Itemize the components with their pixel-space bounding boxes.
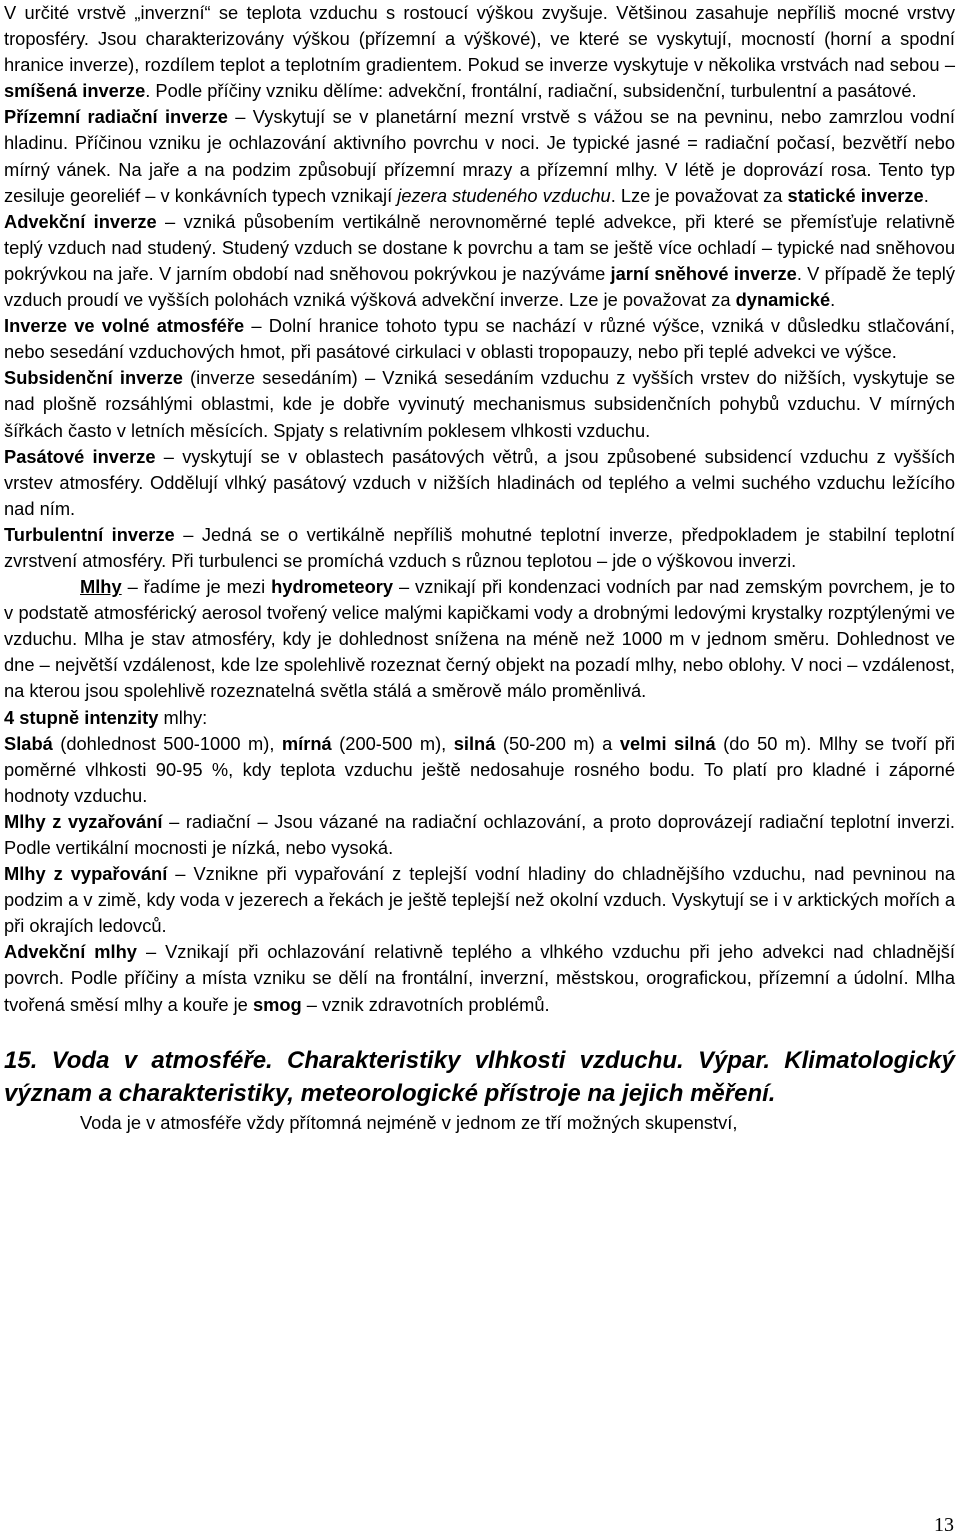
paragraph-advection-fog: Advekční mlhy – Vznikají při ochlazování relativně teplého a vlhkého vzduchu při jeho advekci nad chladnější povrch. Podle příčiny a místa vzniku se dělí na frontální, inverzní, městskou, orografickou, přízemní a údolní. Mlha tvořená směsí mlhy a kouře je smog – vznik zdravotních problémů. [4,941,955,1015]
paragraph-inversion-intro: V určité vrstvě „inverzní“ se teplota vzduchu s rostoucí výškou zvyšuje. Většinou zasahuje nepříliš mocné vrstvy troposféry. Jsou charakterizovány výškou (přízemní a výškové), ve které se vyskytují, mocností (horní a spodní hranice inverze), rozdílem teplot a teplotním gradientem. Pokud se inverze vyskytuje v několika vrstvách nad sebou – smíšená inverze. Podle příčiny vzniku dělíme: advekční, frontální, radiační, subsidenční, turbulentní a pasátové. [4,2,955,102]
term-label: Advekční mlhy [4,941,137,963]
page-number: 13 [934,1514,954,1536]
bold-term: hydrometeory [271,576,394,598]
paragraph-subsidence-inversion: Subsidenční inverze (inverze sesedáním) – Vzniká sesedáním vzduchu z vyšších vrstev do nižších, vyskytuje se nad plošně rozsáhlými oblastmi, kde je dobře vyvinutý mechanismus subsidenčních pohybů vzduchu. V mírných šířkách často v letních měsících. Spjaty s relativním poklesem vlhkosti vzduchu. [4,367,955,441]
paragraph-evaporation-fog: Mlhy z vypařování – Vznikne při vypařování z teplejší vodní hladiny do chladnějšího vzduchu, nad pevninou na podzim a v zimě, kdy voda v jezerech a řekách je ještě teplejší než okolní vzduch. Vyskytují se i v arktických mořích a při okrajích ledovců. [4,863,955,937]
term-label: Přízemní radiační inverze [4,106,228,128]
bold-term: Slabá [4,732,53,754]
paragraph-fog: Mlhy – řadíme je mezi hydrometeory – vznikají při kondenzaci vodních par nad zemským povrchem, je to v podstatě atmosférický aerosol tvořený velice malými kapičkami vody a drobnými ledovými krystalky rozptýlenými ve vzduchu. Mlha je stav atmosféry, kdy je dohlednost snížena na méně než 1000 m v jednom směru. Dohlednost ve dne – největší vzdálenost, kde lze spolehlivě rozeznat černý objekt na pozadí mlhy, nebo oblohy. V noci – vzdálenost, na kterou jsou spolehlivě rozeznatelná světla stálá a směrově málo proměnlivá. [4,576,955,702]
term-label: Subsidenční inverze [4,367,183,389]
paragraph-free-atmosphere-inversion: Inverze ve volné atmosféře – Dolní hranice tohoto typu se nachází v různé výšce, vzniká v důsledku stlačování, nebo sesedání vzduchových hmot, při pasátové cirkulaci v oblasti tropopauzy, nebo při teplé advekci ve výšce. [4,315,955,363]
italic-term: jezera studeného vzduchu [397,184,611,206]
bold-term: smog [252,993,302,1015]
paragraph-radiation-fog: Mlhy z vyzařování – radiační – Jsou vázané na radiační ochlazování, a proto doprovázejí radiační teplotní inverzi. Podle vertikální mocnosti je nízká, nebo vysoká. [4,810,955,858]
bold-term: smíšená inverze [4,80,146,102]
bold-term: statické inverze [787,184,924,206]
bold-term: 4 stupně intenzity [4,706,159,728]
paragraph-trade-wind-inversion: Pasátové inverze – vyskytují se v oblastech pasátových větrů, a jsou způsobené subsidencí vzduchu z vyšších vrstev atmosféry. Oddělují vlhký pasátový vzduch v nižších hladinách od teplého a velmi suchého vzduchu ležícího nad ním. [4,445,955,519]
section-heading: 15. Voda v atmosféře. Charakteristiky vlhkosti vzduchu. Výpar. Klimatologický význam a charakteristiky, meteorologické přístroje na jejich měření. [4,1046,955,1107]
bold-term: jarní sněhové inverze [610,262,797,284]
term-label-underlined: Mlhy [80,576,122,598]
paragraph-water-intro: Voda je v atmosféře vždy přítomná nejméně v jednom ze tří možných skupenství, [80,1111,738,1133]
document-page [4,0,955,1136]
term-label: Inverze ve volné atmosféře [4,315,245,337]
paragraph-fog-intensity: Slabá (dohlednost 500-1000 m), mírná (200-500 m), silná (50-200 m) a velmi silná (do 50 m). Mlhy se tvoří při poměrné vlhkosti 90-95 %, kdy teplota vzduchu ještě nedosahuje rosného bodu. To platí pro kladné i záporné hodnoty vzduchu. [4,732,955,806]
bold-term: mírná [281,732,332,754]
bold-term: silná [453,732,496,754]
paragraph-turbulent-inversion: Turbulentní inverze – Jedná se o vertikálně nepříliš mohutné teplotní inverze, předpokladem je stabilní teplotní zvrstvení atmosféry. Při turbulenci se promíchá vzduch s různou teplotou – jde o výškovou inverzi. [4,523,955,571]
bold-term: dynamické [735,289,831,311]
term-label: Mlhy z vyzařování [4,810,163,832]
paragraph-fog-intensity-heading: 4 stupně intenzity mlhy: [4,706,208,728]
term-label: Turbulentní inverze [4,523,175,545]
paragraph-advection-inversion: Advekční inverze – vzniká působením vertikálně nerovnoměrné teplé advekce, při které se přemísťuje relativně teplý vzduch nad studený. Studený vzduch se dostane k povrchu a tam se ještě více ochladí – typické nad sněhovou pokrývkou na jaře. V jarním období nad sněhovou pokrývkou je nazýváme jarní sněhové inverze. V případě že teplý vzduch proudí ve vyšších polohách vzniká výšková advekční inverze. Lze je považovat za dynamické. [4,210,956,311]
term-label: Advekční inverze [4,210,157,232]
term-label: Pasátové inverze [4,445,156,467]
term-label: Mlhy z vypařování [4,863,168,885]
paragraph-radiation-inversion: Přízemní radiační inverze – Vyskytují se v planetární mezní vrstvě s vážou se na pevninu, nebo zamrzlou vodní hladinu. Příčinou vzniku je ochlazování aktivního povrchu v noci. Je typické jasné = radiační počasí, bezvětří nebo mírný vánek. Na jaře a na podzim způsobují přízemní mrazy a přízemní mlhy. V létě je doprovází rosa. Tento typ zesiluje georeliéf – v konkávních typech vznikají jezera studeného vzduchu. Lze je považovat za statické inverze. [4,106,955,206]
bold-term: velmi silná [619,732,716,754]
